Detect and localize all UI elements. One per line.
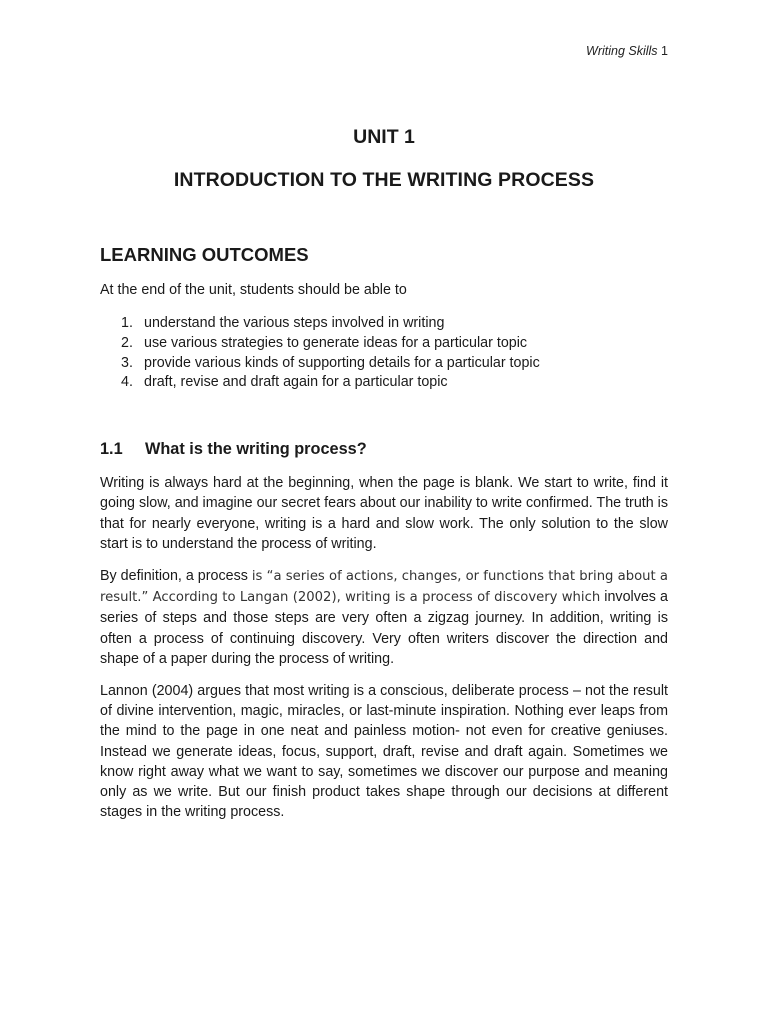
list-item <box>100 314 668 334</box>
list-item-text: provide various kinds of supporting details for a particular topic <box>144 354 540 371</box>
learning-outcomes-heading: LEARNING OUTCOMES <box>100 244 309 265</box>
list-item-text: use various strategies to generate ideas for a particular topic <box>144 334 528 351</box>
running-header <box>586 44 668 58</box>
list-item-number: 4. <box>121 374 133 391</box>
section-title: What is the writing process? <box>145 440 367 459</box>
list-item <box>100 334 668 354</box>
body-paragraph-1: Writing is always hard at the beginning, when the page is blank. We start to write, find it going slow, and imagine our secret fears about our inability to write confirmed. The truth is that for nearly everyone, writing is a hard and slow work. The only solution to the slow start is to understand the process of writing. <box>100 475 668 552</box>
section-number: 1.1 <box>100 440 123 459</box>
page-number: 1 <box>661 44 668 58</box>
body-paragraph-2 <box>100 566 668 669</box>
learning-outcomes-intro: At the end of the unit, students should be able to <box>100 282 407 298</box>
list-item-number: 3. <box>121 354 133 371</box>
paragraph-2-rest: involves a series of steps and those steps are very often a zigzag journey. In addition, writing is often a process of continuing discovery. Very often writers discover the direction and shape of a paper during the process of writing. <box>100 589 668 667</box>
list-item-number: 1. <box>121 315 133 331</box>
list-item <box>100 373 668 393</box>
unit-title: INTRODUCTION TO THE WRITING PROCESS <box>173 169 595 191</box>
section-heading <box>100 437 668 461</box>
paragraph-2-lead: By definition, a process <box>100 568 248 584</box>
running-header-title: Writing Skills <box>586 44 658 58</box>
learning-outcomes-list <box>100 314 668 393</box>
list-item-text: draft, revise and draft again for a particular topic <box>144 374 448 391</box>
list-item-number: 2. <box>121 334 133 351</box>
unit-number: UNIT 1 <box>353 126 415 148</box>
page-content <box>100 122 668 822</box>
body-paragraph-3: Lannon (2004) argues that most writing is a conscious, deliberate process – not the result of divine intervention, magic, miracles, or last-minute inspiration. Nothing ever leaps from the mind to the page in one neat and painless motion- not even for creative geniuses. Instead we generate ideas, focus, support, draft, revise and draft again. Sometimes we know right away what we want to say, sometimes we discover our purpose and meaning only as we write. But our finish product takes shape through our decisions at different stages in the writing process. <box>100 683 668 821</box>
paragraph-2-quote: is “a series of actions, changes, or functions that bring about a result.” According to Langan (2002), writing is a process of discovery which <box>100 569 668 606</box>
list-item-text: understand the various steps involved in writing <box>144 315 445 331</box>
list-item <box>100 354 668 374</box>
